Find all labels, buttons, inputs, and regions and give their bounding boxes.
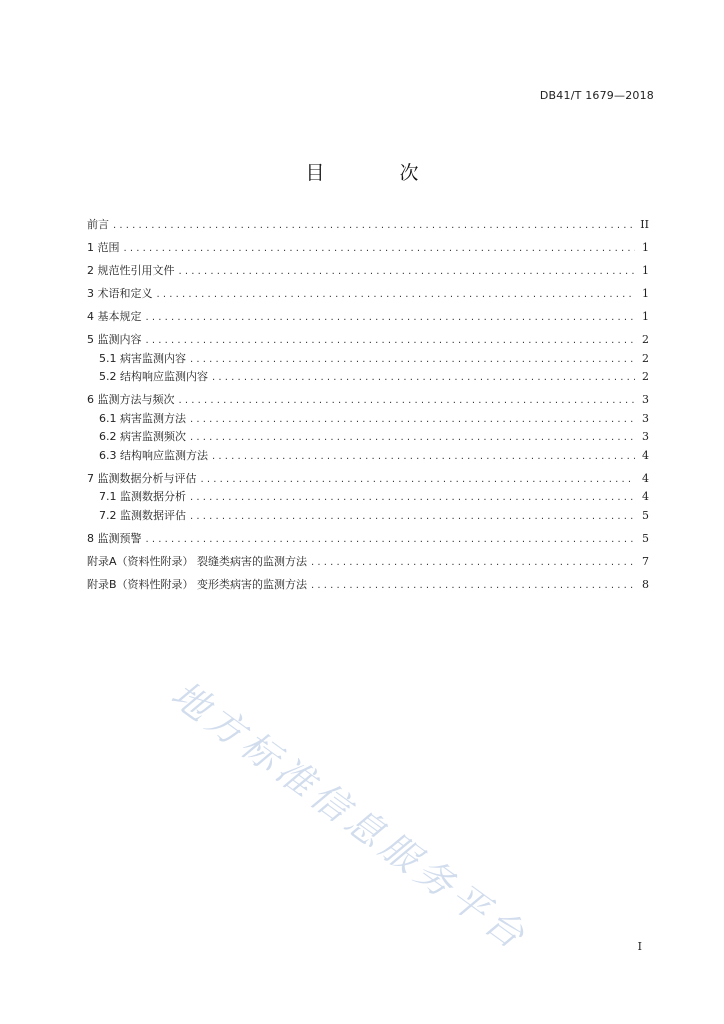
toc-dot-leader bbox=[179, 392, 636, 409]
toc-entry-page: 1 bbox=[642, 310, 649, 323]
toc-entry-label: 7.2 监测数据评估 bbox=[99, 508, 186, 522]
page-number: I bbox=[637, 940, 642, 953]
toc-dot-leader bbox=[212, 369, 635, 386]
toc-entry[interactable] bbox=[87, 262, 649, 279]
table-of-contents bbox=[87, 216, 649, 593]
toc-dot-leader bbox=[124, 240, 636, 257]
toc-entry-label: 6.3 结构响应监测方法 bbox=[99, 448, 208, 462]
toc-entry-label: 附录B（资料性附录） 变形类病害的监测方法 bbox=[87, 577, 308, 591]
document-code: DB41/T 1679—2018 bbox=[539, 89, 654, 102]
toc-entry-label: 5 监测内容 bbox=[87, 333, 142, 346]
toc-dot-leader bbox=[201, 471, 636, 488]
toc-entry-page: 5 bbox=[642, 508, 649, 522]
toc-entry[interactable] bbox=[87, 216, 649, 233]
toc-entry[interactable] bbox=[87, 428, 649, 445]
toc-entry-page: 1 bbox=[642, 287, 649, 300]
toc-dot-leader bbox=[190, 489, 635, 506]
toc-dot-leader bbox=[311, 554, 635, 571]
toc-entry[interactable] bbox=[87, 576, 649, 593]
toc-entry-label: 6.1 病害监测方法 bbox=[99, 411, 186, 425]
toc-dot-leader bbox=[190, 411, 635, 428]
toc-entry[interactable] bbox=[87, 488, 649, 505]
toc-entry[interactable] bbox=[87, 239, 649, 256]
toc-entry[interactable] bbox=[87, 447, 649, 464]
toc-entry-label: 3 术语和定义 bbox=[87, 287, 153, 300]
toc-dot-leader bbox=[146, 332, 636, 349]
toc-entry-page: 3 bbox=[642, 411, 649, 425]
toc-dot-leader bbox=[179, 263, 636, 280]
toc-entry-page: 5 bbox=[642, 531, 649, 545]
toc-entry-label: 4 基本规定 bbox=[87, 310, 142, 323]
toc-entry-page: 1 bbox=[642, 264, 649, 277]
toc-entry-page: 3 bbox=[642, 430, 649, 443]
toc-entry-label: 8 监测预警 bbox=[87, 531, 142, 545]
toc-entry-page: 7 bbox=[642, 554, 649, 568]
toc-entry[interactable] bbox=[87, 331, 649, 348]
toc-entry-label: 前言 bbox=[87, 218, 109, 231]
toc-dot-leader bbox=[311, 577, 635, 594]
toc-entry-page: 4 bbox=[642, 448, 649, 462]
toc-entry-page: 2 bbox=[642, 333, 649, 346]
toc-entry[interactable] bbox=[87, 285, 649, 302]
toc-entry[interactable] bbox=[87, 530, 649, 547]
toc-dot-leader bbox=[146, 309, 636, 326]
toc-entry[interactable] bbox=[87, 553, 649, 570]
toc-entry-label: 6 监测方法与频次 bbox=[87, 393, 175, 406]
toc-dot-leader bbox=[157, 286, 636, 303]
toc-entry[interactable] bbox=[87, 507, 649, 524]
toc-entry-label: 5.1 病害监测内容 bbox=[99, 351, 186, 365]
toc-entry-page: 4 bbox=[642, 471, 649, 485]
toc-entry-page: 3 bbox=[642, 393, 649, 406]
toc-entry[interactable] bbox=[87, 410, 649, 427]
watermark: 地方标准信息服务平台 bbox=[163, 672, 537, 960]
toc-entry-label: 7.1 监测数据分析 bbox=[99, 490, 186, 503]
toc-dot-leader bbox=[146, 531, 636, 548]
toc-entry[interactable] bbox=[87, 470, 649, 487]
toc-entry-label: 5.2 结构响应监测内容 bbox=[99, 370, 208, 383]
toc-entry[interactable] bbox=[87, 391, 649, 408]
toc-entry-page: II bbox=[640, 218, 649, 231]
toc-entry-page: 8 bbox=[642, 577, 649, 591]
toc-entry-label: 2 规范性引用文件 bbox=[87, 264, 175, 277]
toc-entry-label: 1 范围 bbox=[87, 241, 120, 254]
toc-entry[interactable] bbox=[87, 368, 649, 385]
toc-entry-label: 7 监测数据分析与评估 bbox=[87, 471, 197, 485]
toc-entry-page: 2 bbox=[642, 351, 649, 365]
toc-entry[interactable] bbox=[87, 308, 649, 325]
toc-entry-page: 2 bbox=[642, 370, 649, 383]
toc-dot-leader bbox=[190, 508, 635, 525]
toc-dot-leader bbox=[190, 351, 635, 368]
toc-dot-leader bbox=[212, 448, 635, 465]
toc-entry-page: 4 bbox=[642, 490, 649, 503]
toc-dot-leader bbox=[113, 217, 634, 234]
toc-entry-label: 附录A（资料性附录） 裂缝类病害的监测方法 bbox=[87, 554, 308, 568]
toc-entry-label: 6.2 病害监测频次 bbox=[99, 430, 186, 443]
toc-dot-leader bbox=[190, 429, 635, 446]
toc-title: 目 次 bbox=[305, 162, 447, 184]
toc-entry-page: 1 bbox=[642, 241, 649, 254]
toc-entry[interactable] bbox=[87, 350, 649, 367]
